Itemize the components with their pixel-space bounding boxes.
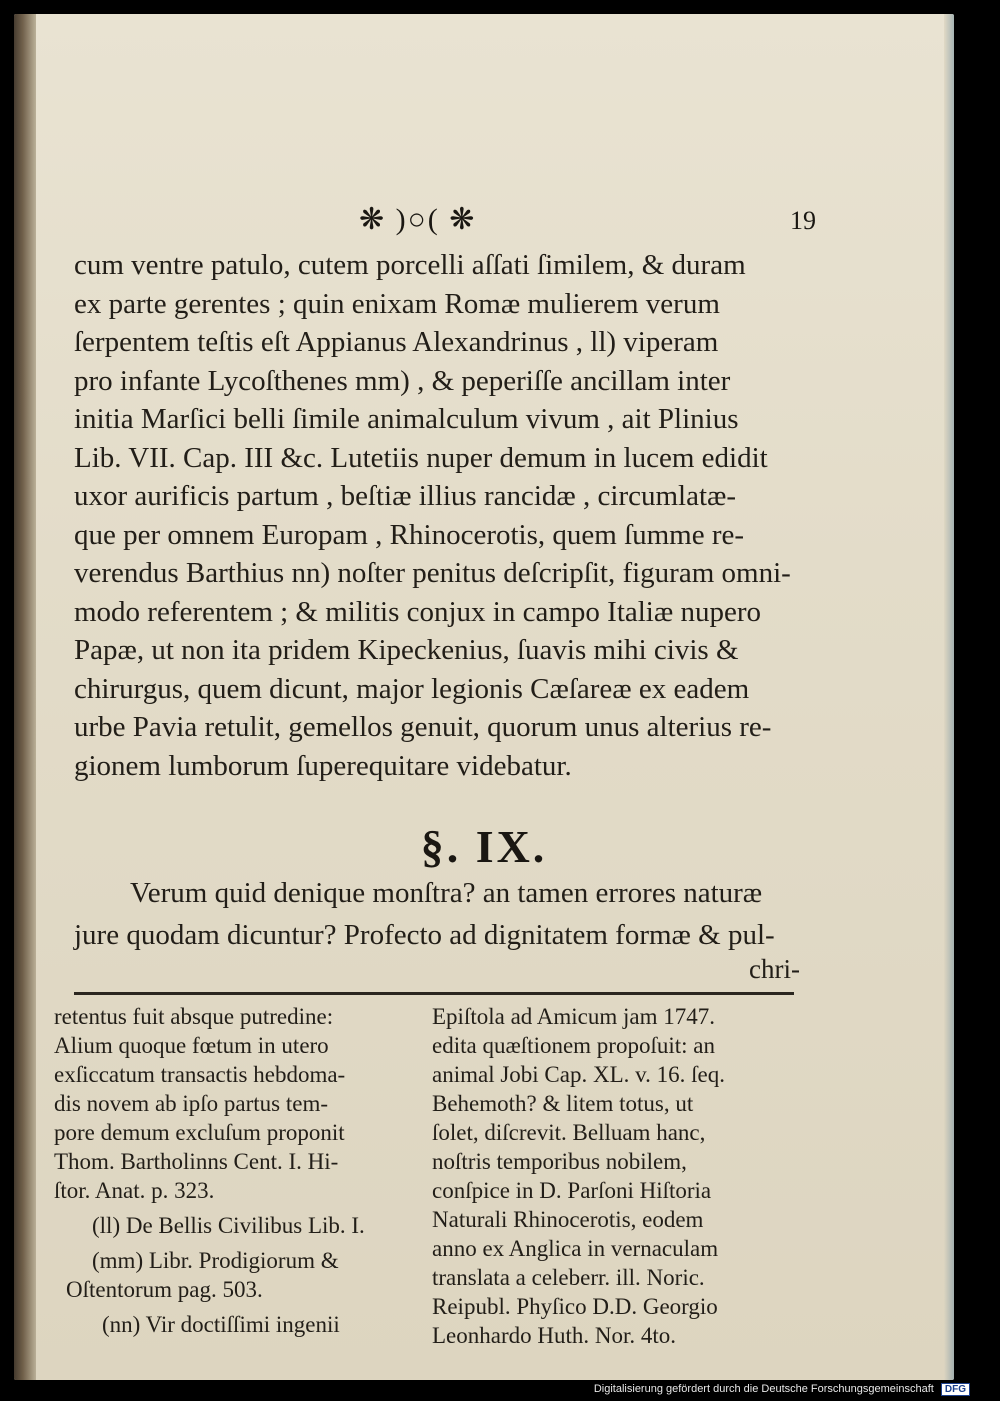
text-line: que per omnem Europam , Rhinocerotis, quem ſumme re-	[74, 518, 745, 551]
footnote-line: Epiſtola ad Amicum jam 1747.	[432, 1004, 715, 1029]
footnote-ll: (ll) De Bellis Civilibus Lib. I.	[92, 1213, 365, 1238]
text-line: chirurgus, quem dicunt, major legionis Cæſareæ ex eadem	[74, 672, 750, 705]
text-line: verendus Barthius nn) noſter penitus deſcripſit, figuram omni-	[74, 557, 791, 589]
header-ornament: ❋ )○( ❋	[359, 203, 477, 236]
footnote-line: noſtris temporibus nobilem,	[432, 1149, 687, 1174]
footnote-line: Leonhardo Huth. Nor. 4to.	[432, 1323, 677, 1348]
footnote-line: Naturali Rhinocerotis, eodem	[432, 1207, 704, 1232]
footnotes-left-column	[54, 1002, 419, 1339]
text-line: urbe Pavia retulit, gemellos genuit, quorum unus alterius re-	[74, 711, 772, 743]
text-line: initia Marſici belli ſimile animalculum vivum , ait Plinius	[74, 403, 739, 435]
digitization-credit	[594, 1383, 970, 1396]
page-number: 19	[790, 206, 816, 235]
footnote-line: Reipubl. Phyſico D.D. Georgio	[432, 1294, 718, 1319]
main-paragraph	[74, 246, 824, 785]
footnote-line: anno ex Anglica in vernaculam	[432, 1236, 719, 1261]
dfg-logo: DFG	[941, 1383, 970, 1396]
footnote-nn: (nn) Vir doctiſſimi ingenii	[102, 1312, 340, 1337]
footnote-mm-cont: Oſtentorum pag. 503.	[66, 1277, 263, 1302]
footnote-line: Alium quoque fœtum in utero	[54, 1033, 329, 1058]
text-line: ex parte gerentes ; quin enixam Romæ mulierem verum	[74, 287, 720, 320]
footnote-line: Thom. Bartholinns Cent. I. Hi-	[54, 1149, 339, 1174]
text-line: ſerpentem teſtis eſt Appianus Alexandrinus , ll) viperam	[74, 326, 719, 358]
footnote-line: pore demum excluſum proponit	[54, 1120, 345, 1145]
section-heading: §. IX.	[420, 821, 548, 872]
footnote-line: ſtor. Anat. p. 323.	[54, 1178, 215, 1203]
second-paragraph	[74, 872, 824, 956]
text-line: jure quodam dicuntur? Profecto ad dignitatem formæ & pul-	[74, 919, 775, 951]
footnote-line: edita quæſtionem propoſuit: an	[432, 1033, 715, 1058]
footnote-rule	[74, 992, 794, 995]
text-line: modo referentem ; & militis conjux in campo Italiæ nupero	[74, 595, 761, 628]
footnote-line: dis novem ab ipſo partus tem-	[54, 1091, 329, 1116]
text-line: Papæ, ut non ita pridem Kipeckenius, ſuavis mihi civis &	[74, 634, 739, 666]
catchword: chri-	[749, 954, 800, 984]
text-line: uxor aurificis partum , beſtiæ illius rancidæ , circumlatæ-	[74, 480, 737, 512]
credit-text: Digitalisierung gefördert durch die Deutsche Forschungsgemeinschaft	[593, 1383, 934, 1395]
footnotes-right-column	[432, 1002, 812, 1350]
footnote-line: exſiccatum transactis hebdoma-	[54, 1062, 346, 1087]
text-line: gionem lumborum ſuperequitare videbatur.	[74, 749, 572, 782]
footnote-line: translata a celeberr. ill. Noric.	[432, 1265, 705, 1290]
footnote-line: animal Jobi Cap. XL. v. 16. ſeq.	[432, 1062, 725, 1087]
book-page	[14, 14, 954, 1380]
text-line: Verum quid denique monſtra? an tamen errores naturæ	[130, 877, 763, 909]
text-line: cum ventre patulo, cutem porcelli aſſati ſimilem, & duram	[74, 249, 746, 281]
footnote-mm: (mm) Libr. Prodigiorum &	[92, 1248, 339, 1273]
text-line: Lib. VII. Cap. III &c. Lutetiis nuper demum in lucem edidit	[74, 441, 768, 474]
text-line: pro infante Lycoſthenes mm) , & peperiſſe ancillam inter	[74, 364, 731, 397]
footnote-line: retentus fuit absque putredine:	[54, 1004, 334, 1029]
footnote-line: conſpice in D. Parſoni Hiſtoria	[432, 1178, 712, 1203]
footnote-line: ſolet, diſcrevit. Belluam hanc,	[432, 1120, 706, 1145]
page-header	[14, 202, 954, 242]
footnote-line: Behemoth? & litem totus, ut	[432, 1091, 694, 1116]
